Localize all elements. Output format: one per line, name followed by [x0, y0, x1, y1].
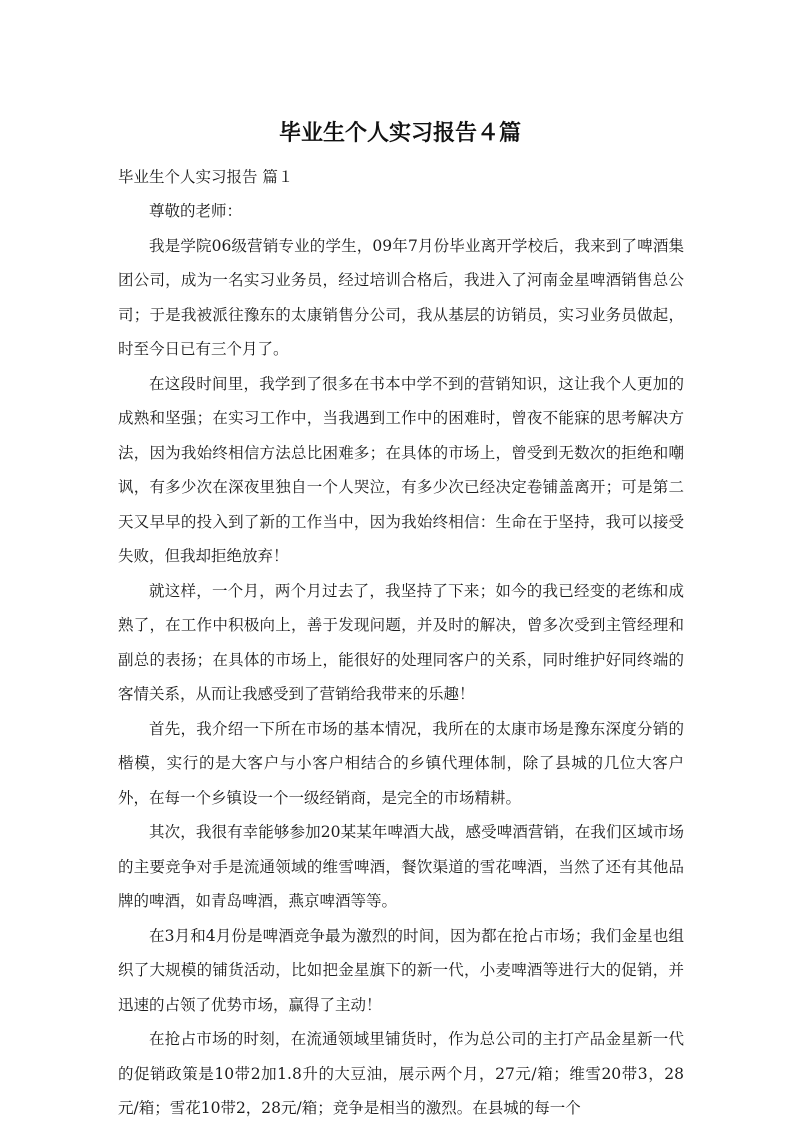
paragraph: 在这段时间里，我学到了很多在书本中学不到的营销知识，这让我个人更加的成熟和坚强；在实习工作中，当我遇到工作中的困难时，曾夜不能寐的思考解决方法，因为我始终相信方法总比困难多；在具体的市场上，曾受到无数次的拒绝和嘲讽，有多少次在深夜里独自一个人哭泣，有多少次已经决定卷铺盖离开；可是第二天又早早的投入到了新的工作当中，因为我始终相信：生命在于坚持，我可以接受失败，但我却拒绝放弃！: [118, 374, 684, 565]
paragraph-salutation: 尊敬的老师：: [149, 202, 243, 220]
paragraph: 在3月和4月份是啤酒竞争最为激烈的时间，因为都在抢占市场；我们金星也组织了大规模的铺货活动，比如把金星旗下的新一代，小麦啤酒等进行大的促销，并迅速的占领了优势市场，赢得了主动！: [118, 926, 684, 1014]
document-body: [118, 160, 684, 1126]
paragraph: 在抢占市场的时刻，在流通领域里铺货时，作为总公司的主打产品金星新一代的促销政策是10带2加1.8升的大豆油，展示两个月，27元/箱；维雪20带3，28元/箱；雪花10带2，28元/箱；竞争是相当的激烈。在县城的每一个: [118, 1030, 684, 1117]
document-title: 毕业生个人实习报告４篇: [278, 121, 521, 146]
paragraph: 首先，我介绍一下所在市场的基本情况，我所在的太康市场是豫东深度分销的楷模，实行的是大客户与小客户相结合的乡镇代理体制，除了县城的几位大客户外，在每一个乡镇设一个一级经销商，是完全的市场精耕。: [118, 719, 684, 807]
paragraph: 就这样，一个月，两个月过去了，我坚持了下来；如今的我已经变的老练和成熟了，在工作中积极向上，善于发现问题，并及时的解决，曾多次受到主管经理和副总的表扬；在具体的市场上，能很好的处理同客户的关系，同时维护好同终端的客情关系，从而让我感受到了营销给我带来的乐趣！: [118, 581, 684, 703]
paragraph: 我是学院06级营销专业的学生，09年7月份毕业离开学校后，我来到了啤酒集团公司，成为一名实习业务员，经过培训合格后，我进入了河南金星啤酒销售总公司；于是我被派往豫东的太康销售分公司，我从基层的访销员，实习业务员做起，时至今日已有三个月了。: [118, 236, 684, 358]
section-heading: 毕业生个人实习报告 篇１: [118, 168, 294, 186]
paragraph: 其次，我很有幸能够参加20某某年啤酒大战，感受啤酒营销，在我们区域市场的主要竞争对手是流通领域的维雪啤酒，餐饮渠道的雪花啤酒，当然了还有其他品牌的啤酒，如青岛啤酒，燕京啤酒等等。: [118, 823, 684, 910]
